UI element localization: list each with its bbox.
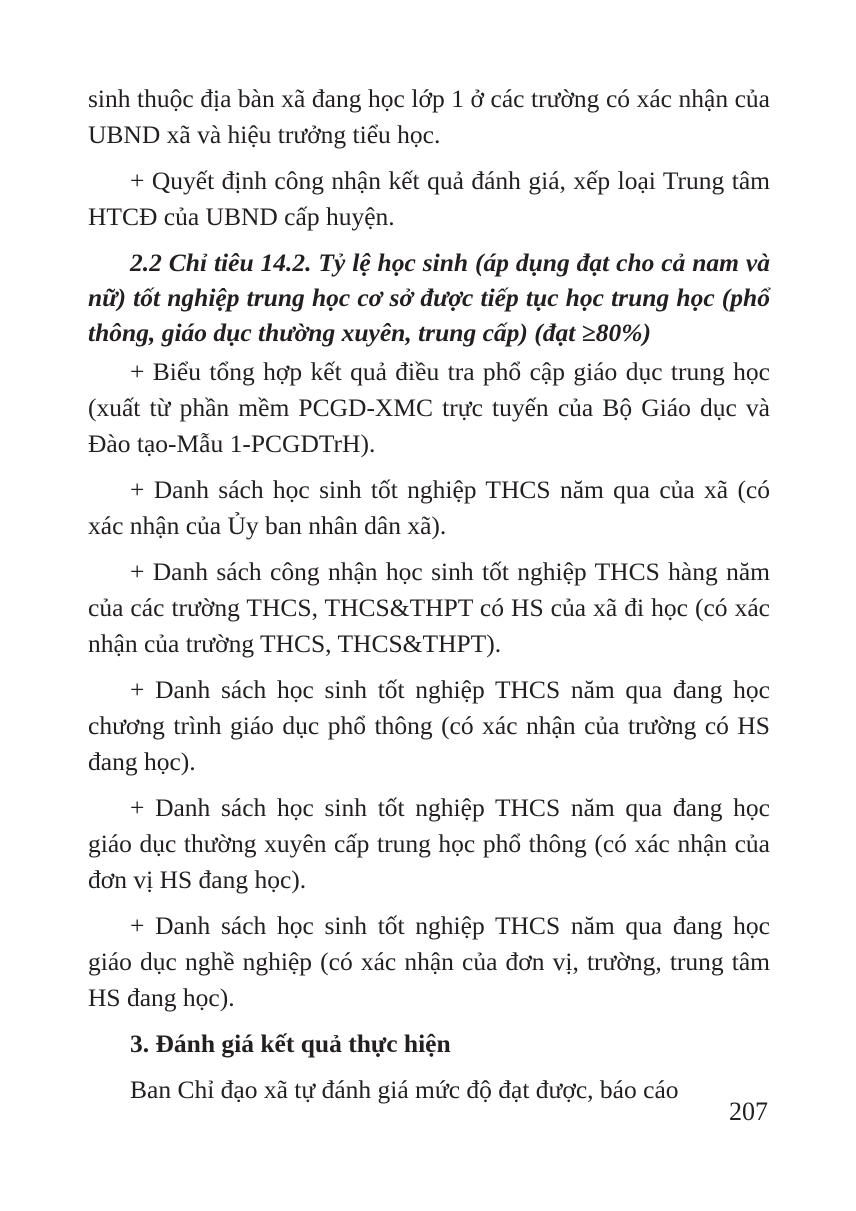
section-heading: 3. Đánh giá kết quả thực hiện <box>130 1029 451 1058</box>
paragraph-evaluation: Ban Chỉ đạo xã tự đánh giá mức độ đạt được, báo cáo <box>130 1075 679 1104</box>
paragraph-vocational-list: + Danh sách học sinh tốt nghiệp THCS năm qua đang học giáo dục nghề nghiệp (có xác nhận của đơn vị, trường, trung tâm HS đang học). <box>88 911 770 1012</box>
paragraph-recognition-list: + Danh sách công nhận học sinh tốt nghiệp THCS hàng năm của các trường THCS, THCS&THPT có HS của xã đi học (có xác nhận của trường THCS, THCS&THPT). <box>88 557 770 658</box>
paragraph-continuing-education-list: + Danh sách học sinh tốt nghiệp THCS năm qua đang học giáo dục thường xuyên cấp trung học phổ thông (có xác nhận của đơn vị HS đang học). <box>88 793 770 894</box>
paragraph-graduate-list: + Danh sách học sinh tốt nghiệp THCS năm qua của xã (có xác nhận của Ủy ban nhân dân xã). <box>88 475 770 540</box>
paragraph-general-education-list: + Danh sách học sinh tốt nghiệp THCS năm qua đang học chương trình giáo dục phổ thông (có xác nhận của trường có HS đang học). <box>88 675 770 776</box>
paragraph-continuation: sinh thuộc địa bàn xã đang học lớp 1 ở các trường có xác nhận của UBND xã và hiệu trưởng tiểu học. <box>88 84 770 149</box>
paragraph-summary-table: + Biểu tổng hợp kết quả điều tra phổ cập giáo dục trung học (xuất từ phần mềm PCGD-XMC trực tuyến của Bộ Giáo dục và Đào tạo-Mẫu 1-PCGDTrH). <box>88 357 770 458</box>
page-number: 207 <box>729 1097 768 1126</box>
criterion-heading: 2.2 Chỉ tiêu 14.2. Tỷ lệ học sinh (áp dụng đạt cho cả nam và nữ) tốt nghiệp trung học cơ sở được tiếp tục học trung học (phổ thông, giáo dục thường xuyên, trung cấp) (đạt ≥80%) <box>88 248 770 347</box>
paragraph-decision-recognition: + Quyết định công nhận kết quả đánh giá, xếp loại Trung tâm HTCĐ của UBND cấp huyện. <box>88 166 770 231</box>
page-body <box>88 81 770 1118</box>
